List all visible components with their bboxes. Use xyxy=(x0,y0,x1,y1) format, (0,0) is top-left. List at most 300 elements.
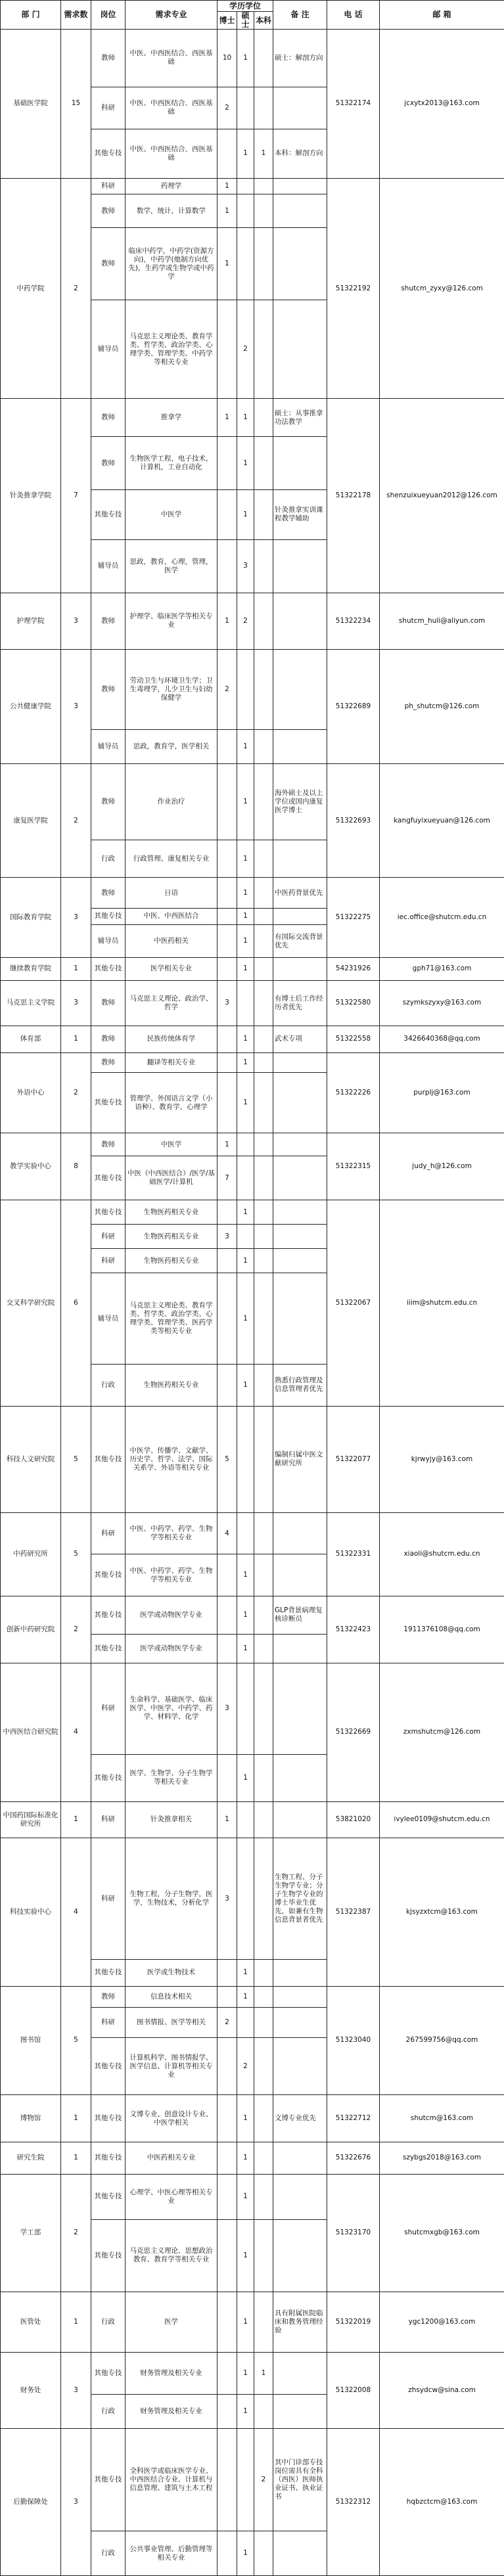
bachelor-cell xyxy=(254,2008,273,2038)
master-cell: 1 xyxy=(237,1200,254,1225)
doctor-cell: 2 xyxy=(218,650,237,730)
phone-cell: 51322315 xyxy=(327,1133,380,1200)
master-cell: 1 xyxy=(237,2292,254,2353)
major-cell: 中医、中西医结合、西医基础 xyxy=(126,30,218,87)
major-cell: 行政管理、康复相关专业 xyxy=(126,840,218,878)
bachelor-cell xyxy=(254,1554,273,1596)
doctor-cell xyxy=(218,2095,237,2142)
major-cell: 翻译等相关专业 xyxy=(126,1052,218,1072)
dept-cell: 创新中药研究院 xyxy=(1,1596,61,1663)
email-cell: 3426640368@qq.com xyxy=(380,1026,504,1053)
doctor-cell xyxy=(218,1273,237,1365)
master-cell xyxy=(237,2008,254,2038)
major-cell: 思政，教育学，医学相关 xyxy=(126,729,218,763)
master-cell: 2 xyxy=(237,593,254,650)
doctor-cell: 1 xyxy=(218,194,237,228)
email-cell: judy_h@126.com xyxy=(380,1133,504,1200)
master-cell xyxy=(237,178,254,194)
note-cell xyxy=(273,539,327,593)
master-cell xyxy=(237,1801,254,1838)
bachelor-cell xyxy=(254,2095,273,2142)
bachelor-cell xyxy=(254,1596,273,1635)
major-cell: 全科医学或临床医学专业、中西医结合专业、计算机与信息管理、建筑与土木工程 xyxy=(126,2429,218,2531)
master-cell: 2 xyxy=(237,2038,254,2095)
doctor-cell xyxy=(218,729,237,763)
dept-cell: 交叉科学研究院 xyxy=(1,1200,61,1407)
demand-cell: 7 xyxy=(61,399,91,593)
email-cell: iec.office@shutcm.edu.cn xyxy=(380,878,504,958)
bachelor-cell xyxy=(254,2219,273,2292)
note-cell: 硕士：解剖方向 xyxy=(273,30,327,87)
doctor-cell xyxy=(218,1072,237,1133)
phone-cell: 51322712 xyxy=(327,2095,380,2142)
doctor-cell xyxy=(218,840,237,878)
doctor-cell xyxy=(218,1365,237,1407)
demand-cell: 1 xyxy=(61,2292,91,2353)
major-cell: 马克思主义理论类、教育学类、哲学类、政治学类、心理学类、管理学类、医药学类等相关专业 xyxy=(126,1273,218,1365)
bachelor-cell xyxy=(254,539,273,593)
master-cell: 1 xyxy=(237,1365,254,1407)
note-cell xyxy=(273,593,327,650)
note-cell xyxy=(273,1663,327,1754)
master-cell: 1 xyxy=(237,1634,254,1663)
bachelor-cell xyxy=(254,1225,273,1249)
phone-cell: 51322008 xyxy=(327,2353,380,2429)
note-cell: 针灸推拿实训课程教学辅助 xyxy=(273,490,327,539)
major-cell: 民族传统体育学 xyxy=(126,1026,218,1053)
post-cell: 教师 xyxy=(91,1986,126,2007)
post-cell: 其他专技 xyxy=(91,2142,126,2174)
bachelor-cell xyxy=(254,1960,273,1987)
major-cell: 中医药相关专业 xyxy=(126,2142,218,2174)
master-cell: 1 xyxy=(237,2531,254,2576)
note-cell xyxy=(273,2008,327,2038)
phone-cell: 51322178 xyxy=(327,399,380,593)
master-cell: 1 xyxy=(237,2095,254,2142)
demand-cell: 5 xyxy=(61,1406,91,1512)
bachelor-cell xyxy=(254,593,273,650)
note-cell xyxy=(273,1052,327,1072)
phone-cell: 51322669 xyxy=(327,1663,380,1801)
phone-cell: 51323040 xyxy=(327,1986,380,2094)
email-cell: hqbzctcm@163.com xyxy=(380,2429,504,2576)
doctor-cell: 3 xyxy=(218,1225,237,1249)
header-email: 邮 箱 xyxy=(380,1,504,30)
table-row xyxy=(1,1596,504,1635)
post-cell: 教师 xyxy=(91,228,126,300)
phone-cell: 51322192 xyxy=(327,178,380,399)
phone-cell: 51322019 xyxy=(327,2292,380,2353)
major-cell: 公共事业管理、后勤管理等相关专业 xyxy=(126,2531,218,2576)
major-cell: 中医学、传播学、文献学、历史学、哲学、法学、国际关系学、外语等相关专业 xyxy=(126,1406,218,1512)
master-cell: 1 xyxy=(237,1754,254,1801)
email-cell: shutcmxgb@163.com xyxy=(380,2174,504,2292)
post-cell: 其他专技 xyxy=(91,1754,126,1801)
post-cell: 其他专技 xyxy=(91,2429,126,2531)
note-cell xyxy=(273,1156,327,1200)
doctor-cell xyxy=(218,2353,237,2395)
doctor-cell xyxy=(218,925,237,958)
note-cell: 熟悉行政管理及信息管理者优先 xyxy=(273,1365,327,1407)
major-cell: 中医、中西医结合、西医基础 xyxy=(126,129,218,178)
post-cell: 行政 xyxy=(91,2292,126,2353)
note-cell xyxy=(273,1554,327,1596)
master-cell: 1 xyxy=(237,2174,254,2219)
master-cell: 1 xyxy=(237,763,254,840)
email-cell: jcxytx2013@163.com xyxy=(380,30,504,179)
note-cell xyxy=(273,87,327,129)
post-cell: 其他专技 xyxy=(91,1960,126,1987)
bachelor-cell xyxy=(254,957,273,980)
email-cell: ph_shutcm@126.com xyxy=(380,650,504,764)
major-cell: 药理学 xyxy=(126,178,218,194)
master-cell xyxy=(237,1225,254,1249)
demand-cell: 3 xyxy=(61,878,91,958)
doctor-cell xyxy=(218,1960,237,1987)
master-cell: 1 xyxy=(237,2142,254,2174)
bachelor-cell xyxy=(254,1156,273,1200)
email-cell: iiim@shutcm.edu.cn xyxy=(380,1200,504,1407)
table-row xyxy=(1,2095,504,2142)
post-cell: 其他专技 xyxy=(91,1554,126,1596)
post-cell: 其他专技 xyxy=(91,1596,126,1635)
email-cell: kangfuyixueyuan@126.com xyxy=(380,763,504,878)
doctor-cell: 1 xyxy=(218,178,237,194)
post-cell: 辅导员 xyxy=(91,539,126,593)
doctor-cell: 1 xyxy=(218,228,237,300)
bachelor-cell xyxy=(254,1249,273,1273)
phone-cell: 51322077 xyxy=(327,1406,380,1512)
post-cell: 科研 xyxy=(91,1512,126,1554)
bachelor-cell xyxy=(254,1052,273,1072)
master-cell xyxy=(237,980,254,1026)
bachelor-cell xyxy=(254,2531,273,2576)
post-cell: 其他专技 xyxy=(91,908,126,924)
doctor-cell: 10 xyxy=(218,30,237,87)
phone-cell: 51322423 xyxy=(327,1596,380,1663)
doctor-cell xyxy=(218,1754,237,1801)
post-cell: 其他专技 xyxy=(91,2095,126,2142)
demand-cell: 3 xyxy=(61,2429,91,2576)
table-row xyxy=(1,1200,504,1225)
demand-cell: 2 xyxy=(61,2174,91,2292)
bachelor-cell xyxy=(254,729,273,763)
dept-cell: 康复医学院 xyxy=(1,763,61,878)
table-row xyxy=(1,178,504,194)
bachelor-cell xyxy=(254,650,273,730)
master-cell xyxy=(237,1406,254,1512)
bachelor-cell xyxy=(254,194,273,228)
header-major: 需求专业 xyxy=(126,1,218,30)
bachelor-cell xyxy=(254,1512,273,1554)
post-cell: 其他专技 xyxy=(91,1200,126,1225)
note-cell: 海外硕士及以上学位或国内康复医学博士 xyxy=(273,763,327,840)
post-cell: 科研 xyxy=(91,2008,126,2038)
note-cell xyxy=(273,2142,327,2174)
major-cell: 马克思主义理论、政治学、哲学 xyxy=(126,980,218,1026)
dept-cell: 图书馆 xyxy=(1,1986,61,2094)
table-row xyxy=(1,1512,504,1554)
demand-cell: 3 xyxy=(61,593,91,650)
major-cell: 推拿学 xyxy=(126,399,218,437)
master-cell: 1 xyxy=(237,129,254,178)
dept-cell: 护理学院 xyxy=(1,593,61,650)
email-cell: shutcm_huli@aliyun.com xyxy=(380,593,504,650)
doctor-cell: 2 xyxy=(218,2008,237,2038)
email-cell: szymkszyxy@163.com xyxy=(380,980,504,1026)
post-cell: 辅导员 xyxy=(91,300,126,398)
post-cell: 其他专技 xyxy=(91,1072,126,1133)
dept-cell: 外语中心 xyxy=(1,1052,61,1133)
header-edu-group: 学历学位 xyxy=(218,1,273,12)
post-cell: 其他专技 xyxy=(91,2174,126,2219)
email-cell: kjrwyjy@163.com xyxy=(380,1406,504,1512)
note-cell xyxy=(273,1200,327,1225)
post-cell: 教师 xyxy=(91,194,126,228)
email-cell: shutcm@163.com xyxy=(380,2095,504,2142)
master-cell: 3 xyxy=(237,539,254,593)
master-cell xyxy=(237,1512,254,1554)
note-cell xyxy=(273,729,327,763)
master-cell: 1 xyxy=(237,878,254,908)
dept-cell: 财务处 xyxy=(1,2353,61,2429)
major-cell: 生物医药相关专业 xyxy=(126,1225,218,1249)
table-row xyxy=(1,2142,504,2174)
post-cell: 教师 xyxy=(91,437,126,490)
demand-cell: 1 xyxy=(61,1026,91,1053)
header-phone: 电 话 xyxy=(327,1,380,30)
doctor-cell xyxy=(218,300,237,398)
bachelor-cell xyxy=(254,2142,273,2174)
note-cell xyxy=(273,2395,327,2429)
note-cell xyxy=(273,1960,327,1987)
note-cell xyxy=(273,194,327,228)
phone-cell: 51322312 xyxy=(327,2429,380,2576)
doctor-cell xyxy=(218,2429,237,2531)
table-row xyxy=(1,2174,504,2219)
major-cell: 财务管理及相关专业 xyxy=(126,2395,218,2429)
doctor-cell: 5 xyxy=(218,1406,237,1512)
major-cell: 财务管理及相关专业 xyxy=(126,2353,218,2395)
note-cell xyxy=(273,1634,327,1663)
phone-cell: 51322275 xyxy=(327,878,380,958)
email-cell: xiaoli@shutcm.edu.cn xyxy=(380,1512,504,1596)
master-cell xyxy=(237,2429,254,2531)
header-bachelor: 本科 xyxy=(254,12,273,30)
major-cell: 心理学、中医心理等相关专业 xyxy=(126,2174,218,2219)
doctor-cell xyxy=(218,539,237,593)
major-cell: 管理学、外国语言文学（小语种）、教育学、心理学 xyxy=(126,1072,218,1133)
post-cell: 科研 xyxy=(91,1249,126,1273)
post-cell: 教师 xyxy=(91,1052,126,1072)
header-doctor: 博士 xyxy=(218,12,237,30)
bachelor-cell xyxy=(254,178,273,194)
note-cell xyxy=(273,178,327,194)
note-cell xyxy=(273,1072,327,1133)
demand-cell: 5 xyxy=(61,1986,91,2094)
doctor-cell xyxy=(218,1634,237,1663)
doctor-cell xyxy=(218,490,237,539)
major-cell: 临床中药学，中药学(资源方向)，中药学(炮制方向优先)，生药学或生物学或中药学 xyxy=(126,228,218,300)
note-cell xyxy=(273,908,327,924)
post-cell: 其他专技 xyxy=(91,1156,126,1200)
phone-cell: 51322234 xyxy=(327,593,380,650)
table-row xyxy=(1,980,504,1026)
phone-cell: 51322387 xyxy=(327,1838,380,1987)
bachelor-cell xyxy=(254,980,273,1026)
doctor-cell xyxy=(218,1554,237,1596)
phone-cell: 54231926 xyxy=(327,957,380,980)
master-cell: 1 xyxy=(237,729,254,763)
table-row xyxy=(1,878,504,908)
table-row xyxy=(1,1986,504,2007)
bachelor-cell: 1 xyxy=(254,129,273,178)
major-cell: 马克思主义理论、思想政治教育、教育学等相关专业 xyxy=(126,2219,218,2292)
note-cell: 中医药背景优先 xyxy=(273,878,327,908)
master-cell: 1 xyxy=(237,1596,254,1635)
phone-cell: 51322676 xyxy=(327,2142,380,2174)
dept-cell: 基础医学院 xyxy=(1,30,61,179)
major-cell: 中医学 xyxy=(126,1133,218,1156)
master-cell: 1 xyxy=(237,957,254,980)
doctor-cell: 4 xyxy=(218,1512,237,1554)
phone-cell: 51322580 xyxy=(327,980,380,1026)
major-cell: 中医、中药学、药学、生物学等相关专业 xyxy=(126,1512,218,1554)
dept-cell: 中西医结合研究院 xyxy=(1,1663,61,1801)
bachelor-cell xyxy=(254,1801,273,1838)
bachelor-cell xyxy=(254,763,273,840)
note-cell: 武术专项 xyxy=(273,1026,327,1053)
doctor-cell xyxy=(218,1249,237,1273)
major-cell: 作业治疗 xyxy=(126,763,218,840)
post-cell: 教师 xyxy=(91,593,126,650)
major-cell: 医学或动物医学专业 xyxy=(126,1596,218,1635)
table-row xyxy=(1,1052,504,1072)
dept-cell: 学工部 xyxy=(1,2174,61,2292)
bachelor-cell xyxy=(254,1133,273,1156)
email-cell: szybgs2018@163.com xyxy=(380,2142,504,2174)
major-cell: 医学或生物技术 xyxy=(126,1960,218,1987)
master-cell: 1 xyxy=(237,30,254,87)
bachelor-cell xyxy=(254,228,273,300)
demand-cell: 3 xyxy=(61,2353,91,2429)
table-row xyxy=(1,1838,504,1960)
master-cell: 1 xyxy=(237,1249,254,1273)
major-cell: 护理学、临床医学等相关专业 xyxy=(126,593,218,650)
bachelor-cell xyxy=(254,1273,273,1365)
doctor-cell xyxy=(218,763,237,840)
doctor-cell xyxy=(218,2174,237,2219)
major-cell: 生物工程，分子生物学，医学，生物技术，分析化学 xyxy=(126,1838,218,1960)
major-cell: 生物医药相关专业 xyxy=(126,1249,218,1273)
phone-cell: 51323170 xyxy=(327,2174,380,2292)
bachelor-cell xyxy=(254,1026,273,1053)
master-cell: 1 xyxy=(237,1072,254,1133)
note-cell: 有博士后工作经历者优先 xyxy=(273,980,327,1026)
doctor-cell xyxy=(218,908,237,924)
post-cell: 教师 xyxy=(91,980,126,1026)
note-cell: 有国际交流背景优先 xyxy=(273,925,327,958)
post-cell: 其他专技 xyxy=(91,1634,126,1663)
doctor-cell xyxy=(218,437,237,490)
table-row xyxy=(1,2292,504,2353)
bachelor-cell xyxy=(254,1365,273,1407)
major-cell: 生物医学工程，电子技术，计算机，工业自动化 xyxy=(126,437,218,490)
bachelor-cell xyxy=(254,399,273,437)
bachelor-cell xyxy=(254,2292,273,2353)
post-cell: 科研 xyxy=(91,1225,126,1249)
major-cell: 劳动卫生与环境卫生学；卫生毒理学，儿少卫生与妇幼保健学 xyxy=(126,650,218,730)
dept-cell: 中药学院 xyxy=(1,178,61,399)
post-cell: 教师 xyxy=(91,399,126,437)
note-cell: 硕士：从事推拿功法教学 xyxy=(273,399,327,437)
doctor-cell xyxy=(218,2395,237,2429)
demand-cell: 1 xyxy=(61,1801,91,1838)
demand-cell: 2 xyxy=(61,1596,91,1663)
dept-cell: 马克思主义学院 xyxy=(1,980,61,1026)
note-cell xyxy=(273,437,327,490)
note-cell: GLP背景病理复核诊断员 xyxy=(273,1596,327,1635)
doctor-cell: 1 xyxy=(218,399,237,437)
email-cell: zxmshutcm@126.com xyxy=(380,1663,504,1801)
bachelor-cell: 1 xyxy=(254,2353,273,2395)
doctor-cell xyxy=(218,1052,237,1072)
dept-cell: 博物馆 xyxy=(1,2095,61,2142)
master-cell: 1 xyxy=(237,399,254,437)
bachelor-cell xyxy=(254,2395,273,2429)
post-cell: 其他专技 xyxy=(91,957,126,980)
doctor-cell: 2 xyxy=(218,87,237,129)
major-cell: 马克思主义理论类、教育学类、哲学类、政治学类、心理学类、管理学类、中药学等相关专业 xyxy=(126,300,218,398)
major-cell: 生命科学、基础医学、临床医学、中医学、中药学、药学、材料学、化学 xyxy=(126,1663,218,1754)
dept-cell: 国际教育学院 xyxy=(1,878,61,958)
post-cell: 行政 xyxy=(91,1365,126,1407)
note-cell xyxy=(273,2531,327,2576)
post-cell: 其他专技 xyxy=(91,2038,126,2095)
note-cell xyxy=(273,1512,327,1554)
master-cell: 1 xyxy=(237,1960,254,1987)
email-cell: 267599756@qq.com xyxy=(380,1986,504,2094)
note-cell: 生物工程、分子生物学专业；分子生物学专业的博士毕业生优先，如兼有生物信息背景者优先 xyxy=(273,1838,327,1960)
dept-cell: 科技实验中心 xyxy=(1,1838,61,1987)
note-cell xyxy=(273,957,327,980)
note-cell: 其中门诊部专技岗位需具有全科（西医）医师执业证书、执业证书 xyxy=(273,2429,327,2531)
header-note: 备 注 xyxy=(273,1,327,30)
note-cell xyxy=(273,1986,327,2007)
major-cell: 图书情报、医学等相关 xyxy=(126,2008,218,2038)
bachelor-cell xyxy=(254,1200,273,1225)
header-demand: 需求数 xyxy=(61,1,91,30)
email-cell: ygc1200@163.com xyxy=(380,2292,504,2353)
demand-cell: 1 xyxy=(61,2142,91,2174)
post-cell: 行政 xyxy=(91,2395,126,2429)
doctor-cell xyxy=(218,129,237,178)
bachelor-cell xyxy=(254,300,273,398)
demand-cell: 6 xyxy=(61,1200,91,1407)
note-cell: 文博专业优先 xyxy=(273,2095,327,2142)
note-cell: 本科：解剖方向 xyxy=(273,129,327,178)
phone-cell: 51322331 xyxy=(327,1512,380,1596)
major-cell: 中医药相关 xyxy=(126,925,218,958)
email-cell: kjsyzxtcm@163.com xyxy=(380,1838,504,1987)
demand-cell: 2 xyxy=(61,1052,91,1133)
master-cell: 1 xyxy=(237,1554,254,1596)
major-cell: 文博专业、创意设计专业、中医学相关 xyxy=(126,2095,218,2142)
doctor-cell: 3 xyxy=(218,980,237,1026)
master-cell: 1 xyxy=(237,925,254,958)
table-row xyxy=(1,2353,504,2395)
major-cell: 医学或动物医学专业 xyxy=(126,1634,218,1663)
